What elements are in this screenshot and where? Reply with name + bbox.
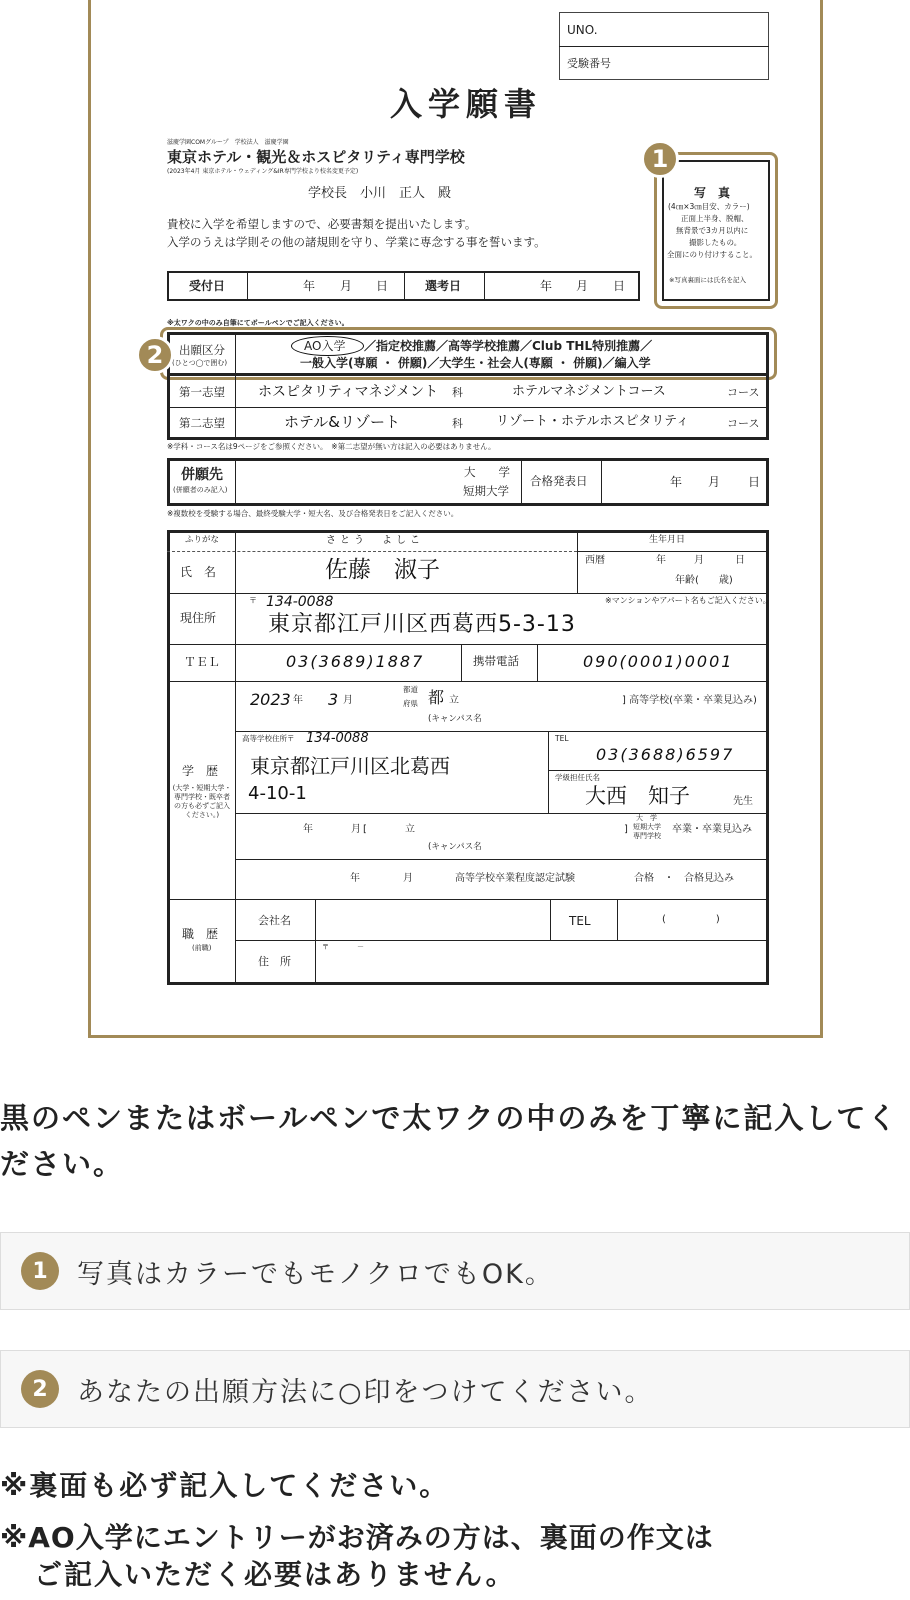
- photo-line: 正面上半身、脱帽、: [681, 214, 749, 223]
- education-sub: (大学・短期大学・専門学校・既卒者の方も必ずご記入ください。): [172, 784, 232, 820]
- edu-month-unit: 月: [343, 695, 353, 706]
- ka-label: 科: [452, 386, 463, 399]
- name-value[interactable]: 佐藤 淑子: [325, 557, 440, 583]
- ka-label: 科: [452, 417, 463, 430]
- work-tel-label: TEL: [569, 914, 591, 928]
- category-line-1: ／指定校推薦／高等学校推薦／Club THL特別推薦／: [364, 339, 653, 353]
- selection-day: 日: [613, 279, 626, 293]
- address-label: 現住所: [180, 611, 217, 625]
- todo-label: 都道: [403, 685, 418, 694]
- number-1-icon: 1: [21, 1252, 59, 1290]
- tel-value[interactable]: 03(3689)1887: [286, 652, 425, 671]
- badge-1-icon: 1: [641, 140, 679, 178]
- mobile-label: 携帯電話: [473, 654, 519, 668]
- education-label: 学 歴: [182, 764, 219, 778]
- univ-type: 大 学: [636, 814, 657, 822]
- choice2-course[interactable]: リゾート・ホテルホスピタリティ: [496, 414, 690, 429]
- univ-ritsu: 立: [405, 824, 415, 835]
- received-year: 年: [303, 279, 316, 293]
- received-month: 月: [340, 279, 353, 293]
- univ-type: 専門学校: [633, 832, 661, 840]
- principal-line: 学校長 小川 正人 殿: [308, 186, 452, 201]
- hs-tel-label: TEL: [555, 734, 569, 743]
- kentei-year-unit: 年: [350, 873, 360, 884]
- tanki-label: 短期大学: [463, 484, 509, 498]
- hs-status: ] 高等学校(卒業・卒業見込み): [622, 695, 757, 706]
- fuken-label: 府県: [403, 699, 418, 708]
- group-line: 滋慶学園COMグループ 学校法人 滋慶学園: [167, 139, 289, 146]
- mobile-value[interactable]: 090(0001)0001: [583, 652, 734, 671]
- work-sub: (前職): [192, 944, 212, 952]
- number-2-icon: 2: [21, 1370, 59, 1408]
- hs-address-label: 高等学校住所〒: [242, 734, 295, 743]
- main-instruction: 黒のペンまたはボールペンで太ワクの中のみを丁寧に記入してください。: [0, 1101, 899, 1182]
- univ-bracket-close: ]: [624, 824, 628, 835]
- note-1: [0, 1232, 910, 1310]
- selection-month: 月: [576, 279, 589, 293]
- received-label: 受付日: [189, 279, 226, 293]
- pass-month: 月: [708, 475, 721, 489]
- category-sub: (ひとつ◯で囲む): [172, 359, 228, 367]
- photo-line: (4㎝×3㎝目安、カラー): [668, 202, 750, 211]
- teacher-value[interactable]: 大西 知子: [585, 784, 690, 808]
- note-2: [0, 1350, 910, 1428]
- univ-campus-label: (キャンパス名: [428, 842, 482, 852]
- address-value[interactable]: 東京都江戸川区西葛西5-3-13: [268, 612, 576, 637]
- photo-title: 写 真: [694, 186, 731, 200]
- work-address-label: 住 所: [258, 955, 291, 968]
- selection-label: 選考日: [425, 279, 462, 293]
- selection-year: 年: [540, 279, 553, 293]
- choice2-label: 第二志望: [179, 416, 225, 430]
- intro-line-1: 貴校に入学を希望しますので、必要書類を提出いたします。: [167, 217, 477, 231]
- pen-note: ※太ワクの中のみ自筆にてボールペンでご記入ください。: [167, 319, 349, 327]
- photo-line: 全面にのり付けすること。: [667, 250, 757, 259]
- kentei-month-unit: 月: [403, 873, 413, 884]
- intro-line-2: 入学のうえは学則その他の諸規則を守り、学業に専念する事を誓います。: [167, 235, 546, 249]
- furigana-label: ふりがな: [185, 535, 220, 545]
- furigana-value[interactable]: さとう よしこ: [326, 535, 424, 546]
- work-tel-parens: ( ): [662, 914, 720, 925]
- course-label: コース: [727, 417, 760, 430]
- tel-label: ＴＥＬ: [184, 655, 221, 669]
- birth-label: 生年月日: [649, 535, 686, 545]
- choice1-dept[interactable]: ホスピタリティマネジメント: [258, 384, 439, 400]
- work-address-postal: 〒 －: [322, 943, 364, 951]
- school-name: 東京ホテル・観光＆ホスピタリティ専門学校: [167, 148, 465, 166]
- form-title: 入学願書: [390, 85, 543, 123]
- birth-day: 日: [735, 555, 745, 566]
- badge-2-icon: 2: [136, 336, 174, 374]
- category-line-2: 一般入学(専願 ・ 併願)／大学生・社会人(専願 ・ 併願)／編入学: [300, 356, 651, 370]
- pref-value[interactable]: 都: [428, 688, 445, 707]
- footer-note-2: ※AO入学にエントリーがお済みの方は、裏面の作文は: [0, 1521, 714, 1554]
- birth-month: 月: [694, 555, 704, 566]
- age-label: 年齢( 歳): [675, 575, 733, 586]
- univ-status: 卒業・卒業見込み: [672, 824, 752, 835]
- campus-label: (キャンパス名: [428, 714, 482, 724]
- hs-tel-value[interactable]: 03(3688)6597: [596, 745, 735, 764]
- choice2-dept[interactable]: ホテル&リゾート: [284, 413, 400, 431]
- heigan-note: ※複数校を受験する場合、最終受験大学・短大名、及び合格発表日をご記入ください。: [167, 509, 459, 518]
- daigaku-label: 大 学: [464, 465, 510, 479]
- univ-bracket: [: [363, 824, 367, 835]
- heigan-sub: (併願者のみ記入): [173, 486, 228, 494]
- choice-note: ※学科・コース名は9ページをご参照ください。 ※第二志望が無い方は記入の必要はありません。: [167, 442, 496, 451]
- kentei-status: 合格 ・ 合格見込み: [634, 873, 734, 884]
- seireki-label: 西暦: [585, 555, 605, 566]
- school-note: (2023年4月 東京ホテル・ウェディング&IR専門学校より校名変更予定): [167, 168, 359, 175]
- postal-mark: 〒: [249, 596, 257, 605]
- hs-address-line-1[interactable]: 東京都江戸川区北葛西: [250, 754, 450, 778]
- choice1-course[interactable]: ホテルマネジメントコース: [512, 384, 666, 399]
- photo-note: ※写真裏面には氏名を記入: [669, 276, 746, 284]
- hs-address-line-2[interactable]: 4-10-1: [248, 783, 307, 804]
- birth-year: 年: [656, 555, 666, 566]
- footer-note-3: ご記入いただく必要はありません。: [34, 1558, 516, 1591]
- note-2-text: あなたの出願方法に○印をつけてください。: [77, 1376, 654, 1408]
- ritsu-label: 立: [449, 695, 459, 706]
- footer-note-1: ※裏面も必ず記入してください。: [0, 1469, 450, 1502]
- edu-year[interactable]: 2023: [250, 690, 291, 709]
- work-label: 職 歴: [182, 927, 219, 941]
- heigan-label: 併願先: [181, 467, 223, 483]
- mansion-note: ※マンションやアパート名もご記入ください。: [605, 596, 771, 605]
- received-day: 日: [376, 279, 389, 293]
- note-1-text: 写真はカラーでもモノクロでもOK。: [77, 1258, 554, 1290]
- category-label: 出願区分: [179, 343, 225, 357]
- company-label: 会社名: [258, 914, 291, 927]
- pass-day: 日: [748, 475, 761, 489]
- sensei-label: 先生: [733, 796, 753, 807]
- uno-label: UNO.: [567, 23, 598, 37]
- edu-year-unit: 年: [293, 695, 303, 706]
- edu-month[interactable]: 3: [328, 690, 339, 709]
- postal-value[interactable]: 134-0088: [266, 594, 334, 610]
- course-label: コース: [727, 386, 760, 399]
- hs-postal-value[interactable]: 134-0088: [306, 731, 369, 746]
- choice1-label: 第一志望: [179, 385, 225, 399]
- univ-type: 短期大学: [633, 823, 661, 831]
- exam-number-label: 受験番号: [567, 57, 611, 70]
- category-ao-selected[interactable]: AO入学: [304, 339, 346, 353]
- category-highlight: [160, 327, 777, 380]
- photo-line: 無背景で3カ月以内に: [676, 226, 749, 235]
- pass-date-label: 合格発表日: [530, 474, 588, 488]
- photo-line: 撮影したもの。: [689, 238, 742, 247]
- pass-year: 年: [670, 475, 683, 489]
- univ-year-unit: 年: [303, 824, 313, 835]
- name-label: 氏 名: [180, 565, 217, 579]
- teacher-label: 学級担任氏名: [555, 773, 600, 782]
- univ-month-unit: 月: [351, 824, 361, 835]
- kentei-label: 高等学校卒業程度認定試験: [455, 873, 575, 884]
